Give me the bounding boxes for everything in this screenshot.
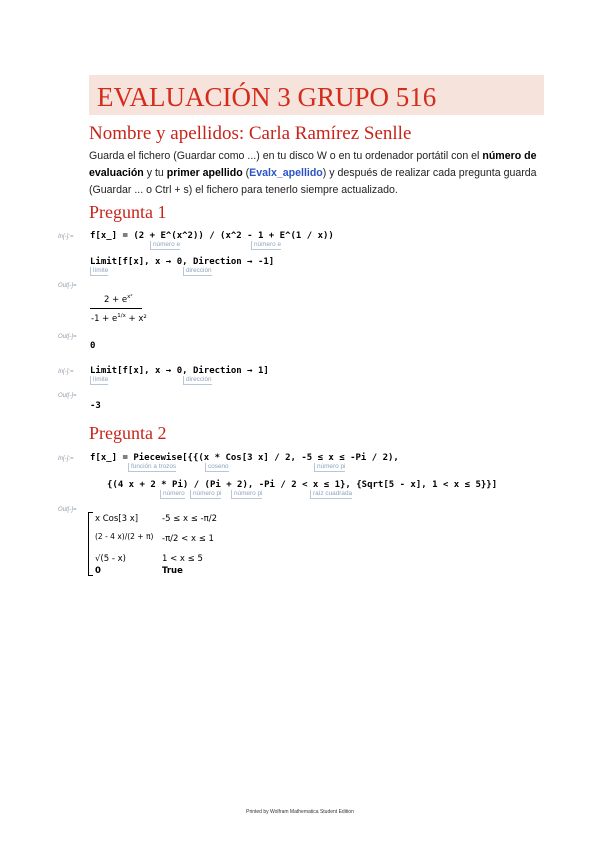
instructions-paragraph <box>89 148 549 199</box>
input-cell-code[interactable]: {(4 x + 2 * Pi) / (Pi + 2), -Pi / 2 < x ≤ 1}, {Sqrt[5 - x], 1 < x ≤ 5}}] <box>107 480 498 490</box>
piecewise-expr: (2 - 4 x)/(2 + π) <box>95 532 154 541</box>
hint-label: dirección <box>183 267 212 276</box>
input-cell-code[interactable]: Limit[f[x], x → 0, Direction → 1] <box>90 366 269 376</box>
hint-label: número pi <box>231 490 262 499</box>
hint-label: número pi <box>314 463 345 472</box>
hint-label: número e <box>251 241 281 250</box>
name-subtitle: Nombre y apellidos: Carla Ramírez Senlle <box>89 123 412 144</box>
numerator-exponent: x² <box>127 294 133 300</box>
hint-label: dirección <box>183 376 212 385</box>
title-banner <box>89 75 544 115</box>
output-value: -3 <box>90 401 101 411</box>
piecewise-expr: √(5 - x) <box>95 554 126 564</box>
piecewise-cond: -π/2 < x ≤ 1 <box>162 534 214 544</box>
piecewise-expr: 0 <box>95 566 101 576</box>
input-cell-code[interactable]: Limit[f[x], x → 0, Direction → -1] <box>90 257 275 267</box>
hint-label: función a trozos <box>128 463 176 472</box>
output-denominator <box>91 313 147 324</box>
in-tag: In[-]:= <box>58 456 74 462</box>
piecewise-expr: x Cos[3 x] <box>95 514 139 524</box>
hint-label: número pi <box>190 490 221 499</box>
instr-text-3: ( <box>242 167 250 179</box>
in-tag: In[-]:= <box>58 369 74 375</box>
out-tag: Out[-]= <box>58 507 77 513</box>
input-cell-code[interactable]: f[x_] = (2 + E^(x^2)) / (x^2 - 1 + E^(1 / x)) <box>90 231 334 241</box>
output-numerator <box>104 294 133 305</box>
output-value: 0 <box>90 341 96 351</box>
denominator-text: -1 + e <box>91 313 118 324</box>
hint-label: número e <box>150 241 180 250</box>
pregunta-2-heading: Pregunta 2 <box>89 423 167 443</box>
piecewise-cond: -5 ≤ x ≤ -π/2 <box>162 514 218 524</box>
piecewise-brace <box>88 512 93 576</box>
piecewise-cond: 1 < x ≤ 5 <box>162 554 203 564</box>
instr-bold-3: Evalx_apellido <box>249 167 323 179</box>
out-tag: Out[-]= <box>58 283 77 289</box>
instr-text-2: y tu <box>143 167 167 179</box>
instr-text-4: ) y después de realizar cada pregunta guarda (Guardar ... o Ctrl + s) el fichero para tenerlo siempre actualizado. <box>89 167 537 196</box>
page-title: EVALUACIÓN 3 GRUPO 516 <box>97 82 437 112</box>
fraction-bar <box>90 308 142 309</box>
instr-text-1: Guarda el fichero (Guardar como ...) en tu disco W o en tu ordenador portátil con el <box>89 150 483 162</box>
denominator-exponent: 1/x <box>117 313 126 319</box>
in-tag: In[-]:= <box>58 234 74 240</box>
instr-bold-2: primer apellido <box>166 167 243 179</box>
piecewise-cond: True <box>162 566 183 576</box>
hint-label: coseno <box>205 463 229 472</box>
pregunta-1-heading: Pregunta 1 <box>89 202 167 222</box>
hint-label: límite <box>90 376 108 385</box>
instr-bold-1: número de evaluación <box>89 150 537 179</box>
hint-label: límite <box>90 267 108 276</box>
footer-note: Printed by Wolfram Mathematica Student Edition <box>246 809 354 815</box>
numerator-text: 2 + e <box>104 294 128 305</box>
denominator-end: + x² <box>128 313 147 324</box>
out-tag: Out[-]= <box>58 393 77 399</box>
out-tag: Out[-]= <box>58 334 77 340</box>
hint-label: número <box>160 490 185 499</box>
hint-label: raíz cuadrada <box>310 490 352 499</box>
input-cell-code[interactable]: f[x_] = Piecewise[{{(x * Cos[3 x] / 2, -5 ≤ x ≤ -Pi / 2), <box>90 453 399 463</box>
